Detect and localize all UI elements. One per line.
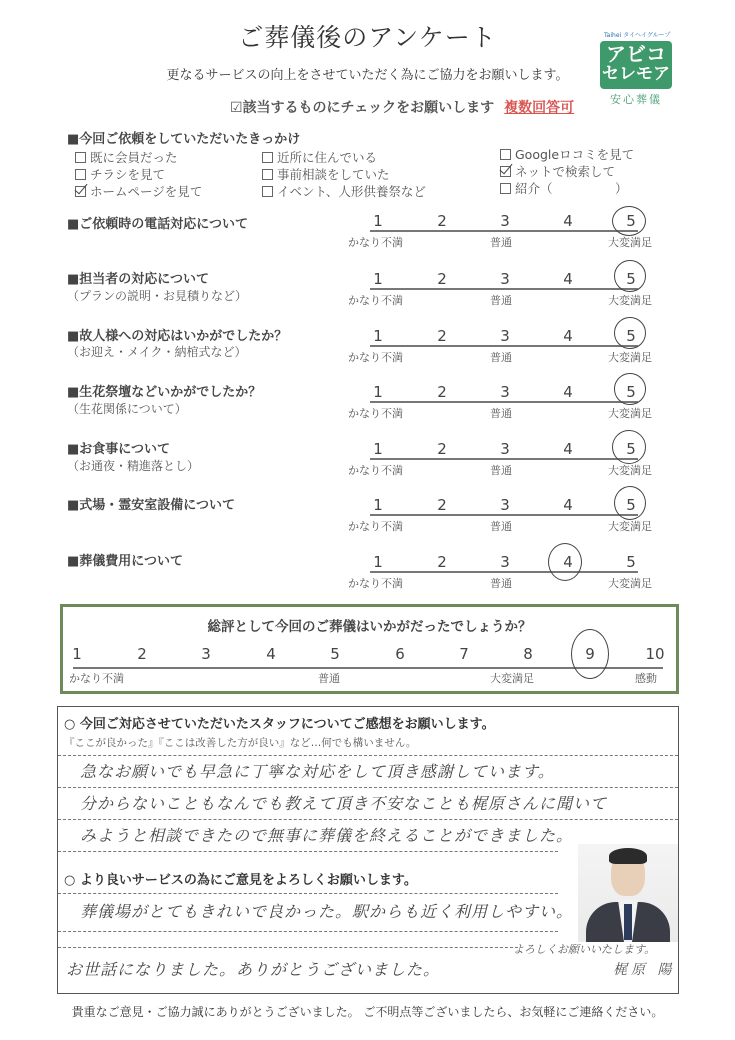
staff-comment-line[interactable]: 分からないこともなんでも教えて頂き不安なことも梶原さんに聞いて xyxy=(80,794,608,813)
rating-scale[interactable]: 1 2 3 4 5 かなり不満 普通 大変満足 xyxy=(340,438,670,478)
rating-scale[interactable]: 1 2 3 4 5 かなり不満 普通 大変満足 xyxy=(340,494,670,534)
check-note-text: 該当するものにチェックをお願いします xyxy=(242,100,495,116)
staff-message: よろしくお願いいたします。 xyxy=(513,943,656,956)
question-heading: ■お食事について xyxy=(67,442,171,457)
service-comments-heading: ○ より良いサービスの為にご意見をよろしくお願いします。 xyxy=(64,873,417,888)
rating-scale[interactable]: 1 2 3 4 5 かなり不満 普通 大変満足 xyxy=(340,268,670,308)
company-logo xyxy=(600,30,680,107)
survey-title: ご葬儀後のアンケート xyxy=(238,23,497,52)
option-homepage[interactable]: ホームページを見て xyxy=(75,182,202,200)
service-comment-line[interactable]: 葬儀場がとてもきれいで良かった。駅からも近く利用しやすい。 xyxy=(80,902,574,921)
staff-comment-line[interactable]: みようと相談できたので無事に葬儀を終えることができました。 xyxy=(80,826,574,845)
option-event[interactable]: イベント、人形供養祭など xyxy=(262,182,426,200)
scale-line xyxy=(370,571,638,573)
check-instruction xyxy=(230,97,574,117)
question-heading: ■葬儀費用について xyxy=(67,554,184,569)
staff-name: 梶原 陽 xyxy=(613,962,676,978)
checkbox-checked[interactable] xyxy=(500,166,511,177)
footer-note: 貴重なご意見・ご協力誠にありがとうございました。 ご不明点等ございましたら、お気軽にご連絡ください。 xyxy=(71,1005,664,1019)
logo-line1: アビコ xyxy=(606,42,666,66)
option-google-reviews[interactable]: Googleロコミを見て xyxy=(500,145,634,163)
selected-circle xyxy=(548,543,582,581)
question-subtext: （生花関係について） xyxy=(67,402,187,416)
option-member[interactable]: 既に会員だった xyxy=(75,148,178,166)
question-subtext: （お迎え・メイク・納棺式など） xyxy=(67,345,247,359)
logo-line2: セレモア xyxy=(602,64,670,84)
question-heading: ■故人様への対応はいかがでしたか？ xyxy=(67,329,288,344)
checkbox[interactable] xyxy=(75,169,86,180)
option-prior-consultation[interactable]: 事前相談をしていた xyxy=(262,165,390,183)
multiple-answers-note: 複数回答可 xyxy=(504,100,575,116)
logo-tagline: 安心葬儀 xyxy=(610,93,662,106)
trigger-heading: ■今回ご依頼をしていただいたきっかけ xyxy=(67,132,301,147)
option-nearby[interactable]: 近所に住んでいる xyxy=(262,148,377,166)
overall-rating-box: 総評として今回のご葬儀はいかがだったでしょうか？ 1 2 3 4 5 6 7 8 9 10 かなり不満 普通 大変満足 感動 xyxy=(60,604,679,694)
rating-scale[interactable]: 1 2 3 4 5 かなり不満 普通 大変満足 xyxy=(340,325,670,365)
staff-photo xyxy=(578,844,678,942)
comments-box xyxy=(57,706,679,994)
staff-comments-hint: 『ここが良かった』『ここは改善した方が良い』など…何でも構いません。 xyxy=(64,737,417,749)
selected-circle xyxy=(614,317,646,349)
survey-subtitle: 更なるサービスの向上をさせていただく為にご協力をお願いします。 xyxy=(166,68,569,83)
checkbox[interactable] xyxy=(75,152,86,163)
scale-line xyxy=(370,458,638,460)
selected-circle xyxy=(571,629,609,679)
selected-circle xyxy=(612,430,646,464)
checkbox[interactable] xyxy=(262,186,273,197)
checkbox-icon: ☑ xyxy=(230,100,243,116)
checkbox[interactable] xyxy=(500,149,511,160)
selected-circle xyxy=(614,373,646,405)
scale-line xyxy=(370,230,638,232)
logo-badge xyxy=(600,41,672,89)
checkbox[interactable] xyxy=(262,152,273,163)
selected-circle xyxy=(612,206,646,236)
rating-scale[interactable]: 1 2 3 4 5 かなり不満 普通 大変満足 xyxy=(340,210,670,250)
option-flyer[interactable]: チラシを見て xyxy=(75,165,165,183)
scale-line xyxy=(370,345,638,347)
question-heading: ■ご依頼時の電話対応について xyxy=(67,217,249,232)
group-label: Taihei タイヘイグループ xyxy=(604,32,671,39)
question-heading: ■式場・霊安室設備について xyxy=(67,498,236,513)
question-subtext: （プランの説明・お見積りなど） xyxy=(67,289,248,303)
checkbox[interactable] xyxy=(262,169,273,180)
checkbox-checked[interactable] xyxy=(75,186,86,197)
option-web-search[interactable]: ネットで検索して xyxy=(500,162,615,180)
rating-scale[interactable]: 1 2 3 4 5 かなり不満 普通 大変満足 xyxy=(340,381,670,421)
checkbox[interactable] xyxy=(500,183,511,194)
staff-comments-heading: ○ 今回ご対応させていただいたスタッフについてご感想をお願いします。 xyxy=(64,717,495,732)
question-subtext: （お通夜・精進落とし） xyxy=(67,459,200,473)
selected-circle xyxy=(614,486,646,520)
scale-line xyxy=(370,401,638,403)
staff-comment-line[interactable]: 急なお願いでも早急に丁寧な対応をして頂き感謝しています。 xyxy=(80,762,555,781)
overall-question: 総評として今回のご葬儀はいかがだったでしょうか？ xyxy=(207,619,532,635)
service-comment-line[interactable]: お世話になりました。ありがとうございました。 xyxy=(66,960,441,979)
scale-line xyxy=(370,288,638,290)
rating-scale[interactable]: 1 2 3 4 5 かなり不満 普通 大変満足 xyxy=(340,551,670,591)
question-heading: ■担当者の対応について xyxy=(67,272,210,287)
question-heading: ■生花祭壇などいかがでしたか？ xyxy=(67,385,262,400)
option-referral[interactable]: 紹介（ ） xyxy=(500,179,628,197)
scale-line xyxy=(370,514,638,516)
selected-circle xyxy=(614,260,646,292)
